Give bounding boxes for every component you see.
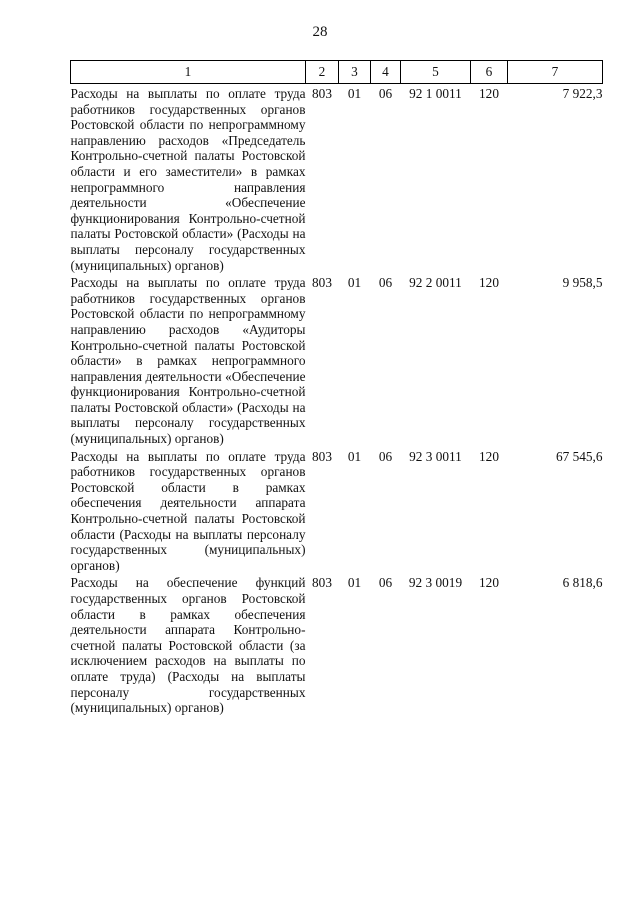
row-expense-type: 120: [479, 575, 499, 591]
column-header-2: 2: [306, 61, 339, 84]
column-header-5: 5: [401, 61, 471, 84]
table-row: [71, 447, 603, 574]
table-row: [71, 573, 603, 715]
row-ministry-code: 803: [312, 575, 332, 591]
row-section: 01: [347, 448, 362, 464]
row-target-article: 92 1 0011: [409, 86, 462, 101]
row-subsection: 06: [378, 448, 393, 464]
row-amount: 67 545,6: [555, 448, 603, 464]
row-amount: 6 818,6: [562, 575, 603, 591]
row-expense-type: 120: [479, 448, 499, 464]
column-header-1: 1: [71, 61, 306, 84]
budget-table: [70, 60, 603, 716]
row-amount: 9 958,5: [562, 275, 603, 291]
row-description: Расходы на выплаты по оплате труда работников государственных органов Ростовской области по непрограммному направлению расходов «Аудиторы Контрольно-счетной палаты Ростовской области» в рамках непрограммного направления деятельности «Обеспечение функционирования Контрольно-счетной палаты Ростовской области» (Расходы на выплаты персоналу государственных (муниципальных) органов): [70, 275, 306, 447]
row-section: 01: [347, 86, 362, 101]
row-expense-type: 120: [479, 86, 499, 101]
row-description: Расходы на выплаты по оплате труда работников государственных органов Ростовской области в рамках обеспечения деятельности аппарата Контрольно-счетной палаты Ростовской области (Расходы на выплаты персоналу государственных (муниципальных) органов): [70, 448, 306, 573]
row-description: Расходы на выплаты по оплате труда работников государственных органов Ростовской области по непрограммному направлению расходов «Председатель Контрольно-счетной палаты Ростовской области и его заместители» в рамках непрограммного направления деятельности «Обеспечение функционирования Контрольно-счетной палаты Ростовской области» (Расходы на выплаты персоналу государственных (муниципальных) органов): [70, 86, 306, 273]
row-ministry-code: 803: [312, 86, 332, 101]
row-section: 01: [347, 275, 362, 291]
row-ministry-code: 803: [312, 275, 332, 291]
table-header-row: [71, 61, 603, 84]
row-target-article: 92 3 0019: [408, 575, 463, 591]
column-header-7: 7: [508, 61, 603, 84]
row-subsection: 06: [378, 575, 393, 591]
page-number: 28: [312, 24, 328, 40]
row-amount: 7 922,3: [562, 86, 603, 101]
row-ministry-code: 803: [312, 448, 332, 464]
column-header-4: 4: [371, 61, 401, 84]
row-subsection: 06: [378, 275, 393, 291]
row-subsection: 06: [378, 86, 393, 101]
column-header-3: 3: [339, 61, 371, 84]
row-target-article: 92 3 0011: [409, 448, 462, 464]
row-description: Расходы на обеспечение функций государственных органов Ростовской области в рамках обеспечения деятельности аппарата Контрольно-счетной палаты Ростовской области (за исключением расходов на выплаты по оплате труда) (Расходы на выплаты персоналу государственных (муниципальных) органов): [70, 575, 306, 716]
row-target-article: 92 2 0011: [409, 275, 462, 291]
row-expense-type: 120: [479, 275, 499, 291]
table-row: [71, 84, 603, 274]
row-section: 01: [347, 575, 362, 591]
column-header-6: 6: [471, 61, 508, 84]
table-row: [71, 273, 603, 447]
